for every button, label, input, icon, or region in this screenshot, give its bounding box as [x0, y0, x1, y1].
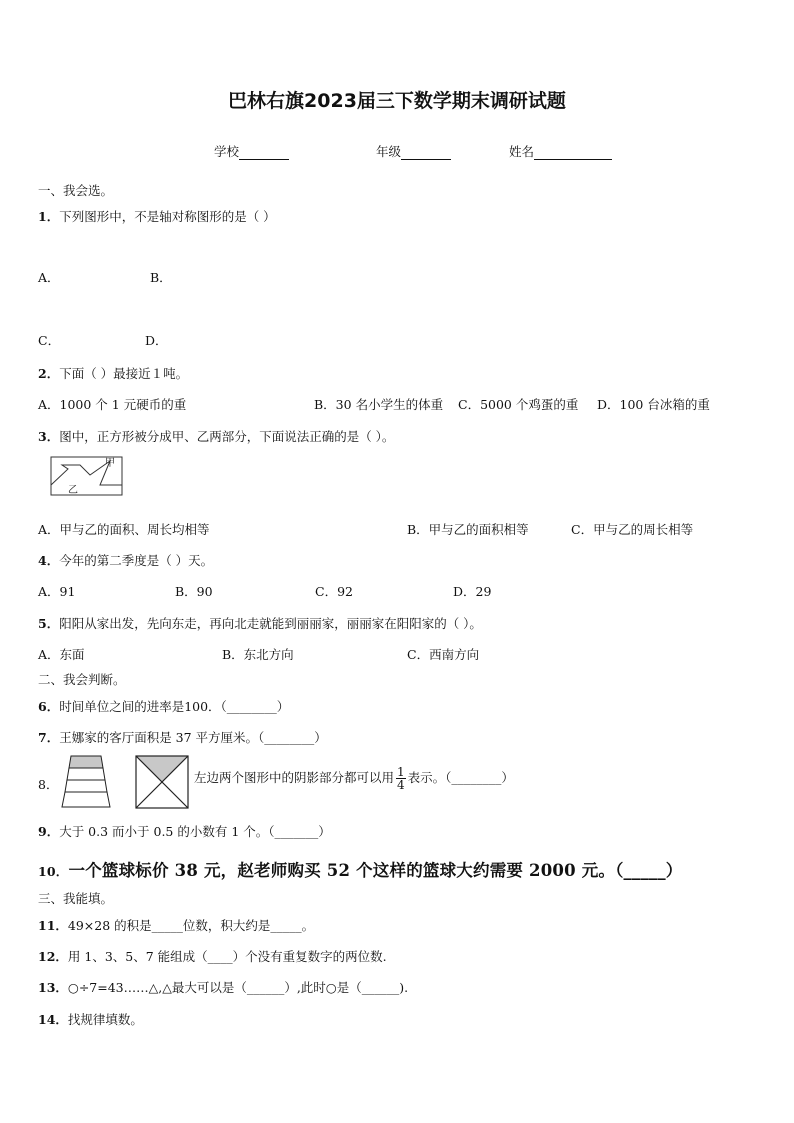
- option-b[interactable]: B．90: [175, 584, 213, 599]
- fraction-denominator: 4: [397, 778, 405, 792]
- question-text: 时间单位之间的进率是100．（________）: [59, 699, 290, 714]
- question-7: [38, 728, 327, 746]
- option-b[interactable]: B．甲与乙的面积相等: [407, 522, 529, 537]
- question-text: 王娜家的客厅面积是 37 平方厘米。（________）: [59, 730, 327, 745]
- question-number: 3．: [38, 429, 60, 444]
- question-number: 2．: [38, 366, 60, 381]
- question-number: 11．: [38, 918, 68, 933]
- section-heading: 一、我会选。: [38, 183, 114, 198]
- question-text-after: 表示。（________）: [407, 770, 514, 785]
- option-a[interactable]: A．1000 个 1 元硬币的重: [38, 397, 187, 412]
- question-number: 7．: [38, 730, 60, 745]
- question-14: [38, 1010, 143, 1028]
- question-text: ○÷7=43……△,△最大可以是（______）,此时○是（______).: [67, 980, 409, 995]
- question-13: [38, 978, 408, 996]
- question-4: [38, 551, 213, 569]
- question-text: 找规律填数。: [67, 1012, 143, 1027]
- option-d[interactable]: D．29: [453, 584, 492, 599]
- option-c[interactable]: C．甲与乙的周长相等: [571, 522, 694, 537]
- question-8-number: 8．: [38, 777, 59, 792]
- option-a[interactable]: A．东面: [38, 647, 85, 662]
- section-heading: 二、我会判断。: [38, 672, 126, 687]
- page-title: 巴林右旗2023届三下数学期末调研试题: [228, 90, 566, 112]
- option-a[interactable]: A．: [38, 270, 60, 285]
- question-text: 一个篮球标价 38 元，赵老师购买 52 个这样的篮球大约需要 2000 元。（_____）: [68, 861, 683, 880]
- label-yi: 乙: [68, 485, 78, 496]
- question-number: 4．: [38, 553, 60, 568]
- option-c[interactable]: C．92: [315, 584, 353, 599]
- option-b[interactable]: B．东北方向: [222, 647, 294, 662]
- name-blank[interactable]: [534, 145, 612, 160]
- question-text: 49×28 的积是_____位数，积大约是_____。: [67, 918, 315, 933]
- question-number: 12．: [38, 949, 68, 964]
- question-number: 9．: [38, 824, 60, 839]
- question-text: 大于 0.3 而小于 0.5 的小数有 1 个。（_______）: [59, 824, 331, 839]
- question-11: [38, 916, 314, 934]
- question-text: 左边两个图形中的阴影部分都可以用: [194, 770, 395, 785]
- question-number: 1．: [38, 209, 60, 224]
- school-label: 学校: [214, 144, 240, 159]
- question-10: [38, 857, 683, 881]
- square-divided-figure: [50, 455, 124, 497]
- question-text: 下列图形中，不是轴对称图形的是（ ）: [59, 209, 276, 224]
- question-6: [38, 697, 289, 715]
- label-jia: 甲: [105, 458, 115, 469]
- question-text: 图中，正方形被分成甲、乙两部分，下面说法正确的是（ ）。: [59, 429, 395, 444]
- grade-label: 年级: [376, 144, 402, 159]
- option-b[interactable]: B．30 名小学生的体重: [314, 397, 444, 412]
- question-text: 用 1、3、5、7 能组成（____）个没有重复数字的两位数.: [67, 949, 387, 964]
- question-text: 下面（ ）最接近１吨。: [59, 366, 189, 381]
- grade-field: [376, 142, 451, 160]
- grade-blank[interactable]: [401, 145, 451, 160]
- option-a[interactable]: A．甲与乙的面积、周长均相等: [38, 522, 210, 537]
- name-label: 姓名: [509, 144, 535, 159]
- section-heading: 三、我能填。: [38, 891, 114, 906]
- name-field: [509, 142, 612, 160]
- option-d[interactable]: D．100 台冰箱的重: [597, 397, 710, 412]
- question-number: 13．: [38, 980, 68, 995]
- school-field: [214, 142, 289, 160]
- question-9: [38, 822, 331, 840]
- fraction-numerator: 1: [397, 765, 405, 779]
- option-c[interactable]: C．5000 个鸡蛋的重: [458, 397, 579, 412]
- question-number: 5．: [38, 616, 60, 631]
- option-a[interactable]: A．91: [38, 584, 76, 599]
- question-3: [38, 427, 394, 445]
- question-text: 阳阳从家出发，先向东走，再向北走就能到丽丽家，丽丽家在阳阳家的（ ）。: [59, 616, 482, 631]
- question-5: [38, 614, 482, 632]
- square-diagonals-figure: [134, 754, 190, 810]
- fraction: [396, 766, 406, 791]
- question-12: [38, 947, 387, 965]
- question-2: [38, 364, 188, 382]
- trapezoid-figure: [60, 754, 112, 810]
- question-8: [194, 766, 514, 791]
- school-blank[interactable]: [239, 145, 289, 160]
- option-d[interactable]: D．: [145, 333, 168, 348]
- question-1: [38, 207, 276, 225]
- option-b[interactable]: B．: [150, 270, 172, 285]
- question-number: 10．: [38, 864, 69, 879]
- option-c[interactable]: C．: [38, 333, 61, 348]
- question-text: 今年的第二季度是（ ）天。: [59, 553, 214, 568]
- question-number: 6．: [38, 699, 60, 714]
- option-c[interactable]: C．西南方向: [407, 647, 480, 662]
- question-number: 14．: [38, 1012, 68, 1027]
